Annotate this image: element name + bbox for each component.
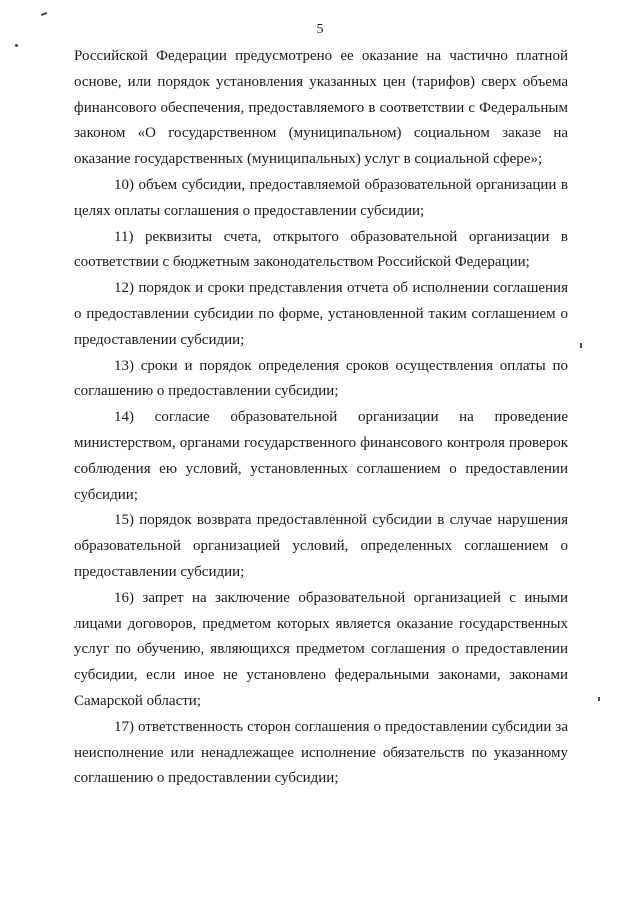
document-body — [74, 44, 568, 792]
list-item-12: 12) порядок и сроки представления отчета об исполнении соглашения о предоставлении субсидии по форме, установленной таким соглашением о предоставлении субсидии; — [74, 280, 568, 348]
scan-artifact — [598, 697, 600, 701]
scan-artifact — [15, 44, 18, 47]
scan-artifact — [41, 12, 47, 16]
list-item-13: 13) сроки и порядок определения сроков осуществления оплаты по соглашению о предоставлении субсидии; — [74, 357, 568, 400]
list-item-16: 16) запрет на заключение образовательной организацией с иными лицами договоров, предметом которых является оказание государственных услуг по обучению, являющихся предметом соглашения о предоставлении субсидии, если иное не установлено федеральными законами, законами Самарской области; — [74, 589, 568, 709]
list-item-17: 17) ответственность сторон соглашения о предоставлении субсидии за неисполнение или ненадлежащее исполнение обязательств по указанному соглашению о предоставлении субсидии; — [74, 718, 568, 787]
list-item-10: 10) объем субсидии, предоставляемой образовательной организации в целях оплаты соглашения о предоставлении субсидии; — [74, 176, 568, 219]
list-item-14: 14) согласие образовательной организации на проведение министерством, органами государственного финансового контроля проверок соблюдения ею условий, установленных соглашением о предоставлении субсидии; — [74, 409, 568, 503]
scan-artifact — [580, 343, 582, 348]
page-number: 5 — [316, 22, 324, 37]
paragraph: Российской Федерации предусмотрено ее оказание на частично платной основе, или порядок установления указанных цен (тарифов) сверх объема финансового обеспечения, предоставляемого в соответствии с Федеральным законом «О государственном (муниципальном) социальном заказе на оказание государственных (муниципальных) услуг в социальной сфере»; — [74, 48, 568, 168]
list-item-15: 15) порядок возврата предоставленной субсидии в случае нарушения образовательной организацией условий, определенных соглашением о предоставлении субсидии; — [74, 512, 568, 580]
list-item-11: 11) реквизиты счета, открытого образовательной организации в соответствии с бюджетным законодательством Российской Федерации; — [74, 228, 568, 271]
